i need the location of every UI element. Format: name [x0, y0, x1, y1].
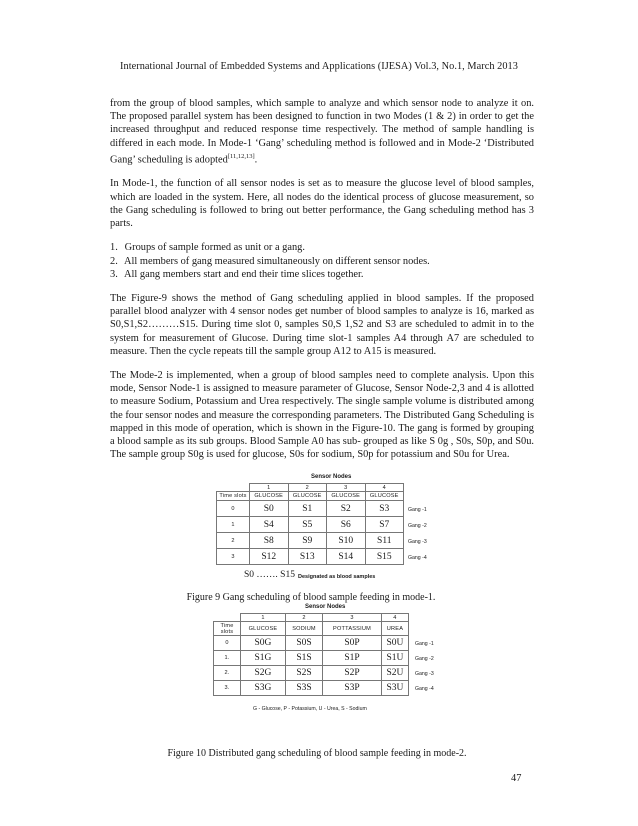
fig10-cell: S2U: [381, 666, 408, 681]
fig10-gang-label: Gang -4: [415, 686, 434, 692]
fig10-title: Sensor Nodes: [305, 604, 346, 610]
fig9-col-head: GLUCOSE: [365, 492, 404, 501]
fig9-cell: S0: [250, 501, 289, 517]
fig9-slot: 2: [217, 533, 250, 549]
fig9-title: Sensor Nodes: [311, 474, 352, 480]
fig10-gang-label: Gang -2: [415, 656, 434, 662]
paragraph-3: The Figure-9 shows the method of Gang scheduling applied in blood samples. If the proposed parallel blood analyzer with 4 sensor nodes get number of blood samples to analyze is 16, marked as S0,S1,S2………S15. During time slot 0, samples S0,S 1,S2 and S3 are scheduled to admit in to the system for measurement of Glucose. During time slot-1 samples A4 through A7 are scheduled to measure. Then the cycle repeats till the sample group A12 to A15 is measured.: [110, 292, 534, 357]
body-text: [110, 97, 534, 472]
page-number: 47: [511, 773, 522, 784]
list-item: 1. Groups of sample formed as unit or a gang.: [110, 242, 305, 254]
fig10-cell: S1U: [381, 651, 408, 666]
fig9-cell: S15: [365, 549, 404, 565]
fig10-cell: S2G: [241, 666, 286, 681]
figure-10-caption: Figure 10 Distributed gang scheduling of blood sample feeding in mode-2.: [167, 748, 467, 759]
fig10-col-head: SODIUM: [285, 622, 322, 636]
fig10-cell: S0S: [285, 636, 322, 651]
fig10-table: [213, 613, 409, 696]
fig9-slot: 0: [217, 501, 250, 517]
fig10-cell: S2P: [323, 666, 382, 681]
fig9-node-num: 2: [288, 484, 327, 492]
fig10-cell: S0U: [381, 636, 408, 651]
fig10-gang-label: Gang -1: [415, 641, 434, 647]
fig10-col-head: UREA: [381, 622, 408, 636]
fig9-cell: S5: [288, 517, 327, 533]
paragraph-2: In Mode-1, the function of all sensor nodes is set as to measure the glucose level of blood samples, which are loaded in the system. Here, all nodes do the identical process of glucose measurement, so the Gang scheduling is followed to bring out better performance, the Gang scheduling method has 3 parts.: [110, 178, 534, 230]
fig9-row-head: Time slots: [217, 492, 250, 501]
list-item: 2. All members of gang measured simultaneously on different sensor nodes.: [110, 255, 430, 267]
figure-9-caption: Figure 9 Gang scheduling of blood sample feeding in mode-1.: [186, 592, 436, 603]
fig10-node-num: 2: [285, 614, 322, 622]
fig9-cell: S8: [250, 533, 289, 549]
fig9-cell: S4: [250, 517, 289, 533]
fig10-gang-label: Gang -3: [415, 671, 434, 677]
fig10-cell: S2S: [285, 666, 322, 681]
fig10-cell: S1S: [285, 651, 322, 666]
fig10-slot: 3.: [214, 681, 241, 696]
fig10-node-num: 4: [381, 614, 408, 622]
figure-10: [213, 604, 473, 714]
fig10-col-head: GLUCOSE: [241, 622, 286, 636]
fig9-cell: S6: [327, 517, 366, 533]
fig10-cell: S3S: [285, 681, 322, 696]
fig9-col-head: GLUCOSE: [288, 492, 327, 501]
fig9-gang-label: Gang -2: [408, 523, 427, 529]
journal-header: International Journal of Embedded Systems and Applications (IJESA) Vol.3, No.1, March 2013: [120, 61, 518, 72]
fig9-note: Designated as blood samples: [298, 574, 376, 580]
fig10-cell: S0G: [241, 636, 286, 651]
fig9-col-head: GLUCOSE: [327, 492, 366, 501]
fig9-cell: S13: [288, 549, 327, 565]
fig9-gang-label: Gang -4: [408, 555, 427, 561]
fig9-gang-label: Gang -3: [408, 539, 427, 545]
fig9-node-num: 4: [365, 484, 404, 492]
fig9-cell: S9: [288, 533, 327, 549]
list-item: 3. All gang members start and end their time slices together.: [110, 268, 364, 280]
citation: [11,12,13]: [227, 152, 255, 160]
fig9-note-range: S0 ……. S15: [244, 570, 295, 580]
fig9-slot: 3: [217, 549, 250, 565]
gang-parts-list: [110, 241, 534, 281]
fig9-cell: S1: [288, 501, 327, 517]
fig10-cell: S1G: [241, 651, 286, 666]
fig10-cell: S0P: [323, 636, 382, 651]
fig10-slot: 1.: [214, 651, 241, 666]
fig9-cell: S7: [365, 517, 404, 533]
fig10-row-head: Time slots: [214, 622, 241, 636]
paragraph-1: from the group of blood samples, which sample to analyze and which sensor node to analyze it on. The proposed parallel system has been designed to function in two Modes (1 & 2) in order to get the increased throughput and reduced response time respectively. The method of sample handling is differed in each mode. In Mode-1 ‘Gang’ scheduling method is followed and in Mode-2 ‘Distributed Gang’ scheduling is adopted[11,12,13].: [110, 98, 534, 166]
paragraph-4: The Mode-2 is implemented, when a group of blood samples need to complete analysis. Upon this mode, Sensor Node-1 is assigned to measure parameter of Glucose, Sensor Node-2,3 and 4 is allotted to measure Sodium, Potassium and Urea respectively. The single sample volume is distributed among the four sensor nodes and measure the corresponding parameters. The Distributed Gang Scheduling is mapped in this mode of operation, which is shown in the Figure-10. The gang is formed by grouping a blood sample as its sub groups. Blood Sample A0 has sub- grouped as like S 0g , S0s, S0p, and S0u. The sample group S0g is used for glucose, S0s for sodium, S0p for potassium and S0u for Urea.: [110, 369, 534, 461]
fig9-cell: S3: [365, 501, 404, 517]
fig10-cell: S1P: [323, 651, 382, 666]
fig9-cell: S11: [365, 533, 404, 549]
fig10-node-num: 3: [323, 614, 382, 622]
fig10-node-num: 1: [241, 614, 286, 622]
fig10-slot: 0: [214, 636, 241, 651]
fig9-col-head: GLUCOSE: [250, 492, 289, 501]
fig9-cell: S2: [327, 501, 366, 517]
fig9-gang-label: Gang -1: [408, 507, 427, 513]
fig9-cell: S14: [327, 549, 366, 565]
fig10-slot: 2.: [214, 666, 241, 681]
fig10-col-head: POTTASSIUM: [323, 622, 382, 636]
fig10-cell: S3P: [323, 681, 382, 696]
figure-9: [216, 474, 456, 584]
fig10-legend: G - Glucose, P - Potassium, U - Urea, S - Sodium: [253, 706, 367, 712]
fig9-slot: 1: [217, 517, 250, 533]
fig9-node-num: 1: [250, 484, 289, 492]
fig9-cell: S12: [250, 549, 289, 565]
fig10-cell: S3G: [241, 681, 286, 696]
fig10-cell: S3U: [381, 681, 408, 696]
fig9-cell: S10: [327, 533, 366, 549]
fig9-table: [216, 483, 404, 565]
fig9-node-num: 3: [327, 484, 366, 492]
